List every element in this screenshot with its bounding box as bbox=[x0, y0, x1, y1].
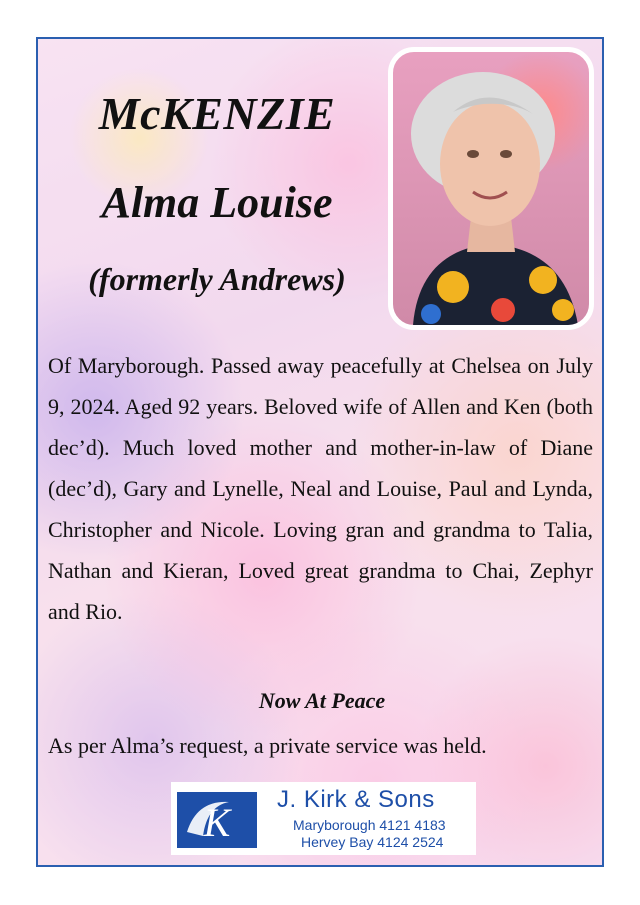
hervey-bay-phone: Hervey Bay 4124 2524 bbox=[301, 834, 444, 850]
service-note: As per Alma’s request, a private service was held. bbox=[48, 733, 487, 758]
portrait-illustration bbox=[393, 52, 589, 325]
now-at-peace: Now At Peace bbox=[258, 688, 386, 713]
funeral-director-name: J. Kirk & Sons bbox=[277, 786, 435, 813]
logo-letter: K bbox=[203, 800, 231, 845]
obituary-text: Of Maryborough. Passed away peacefully at Chelsea on July 9, 2024. Aged 92 years. Beloved wife of Allen and Ken (both dec’d). Much loved mother and mother-in-law of Diane (dec’d), Gary and Lynelle, Neal and Louise, Paul and Lynda, Christopher and Nicole. Loving gran and grandma to Talia, Nathan and Kieran, Loved great grandma to Chai, Zephyr and Rio. bbox=[48, 353, 593, 624]
kirk-logo-mark bbox=[177, 792, 257, 848]
obituary-card bbox=[36, 37, 604, 867]
funeral-director-logo bbox=[171, 782, 476, 855]
portrait-photo bbox=[388, 47, 594, 330]
k-monogram-icon bbox=[177, 792, 257, 848]
surname-heading: McKENZIE bbox=[98, 88, 336, 139]
maryborough-phone: Maryborough 4121 4183 bbox=[293, 817, 446, 833]
given-names-heading: Alma Louise bbox=[101, 178, 333, 227]
formerly-name: (formerly Andrews) bbox=[88, 261, 346, 297]
